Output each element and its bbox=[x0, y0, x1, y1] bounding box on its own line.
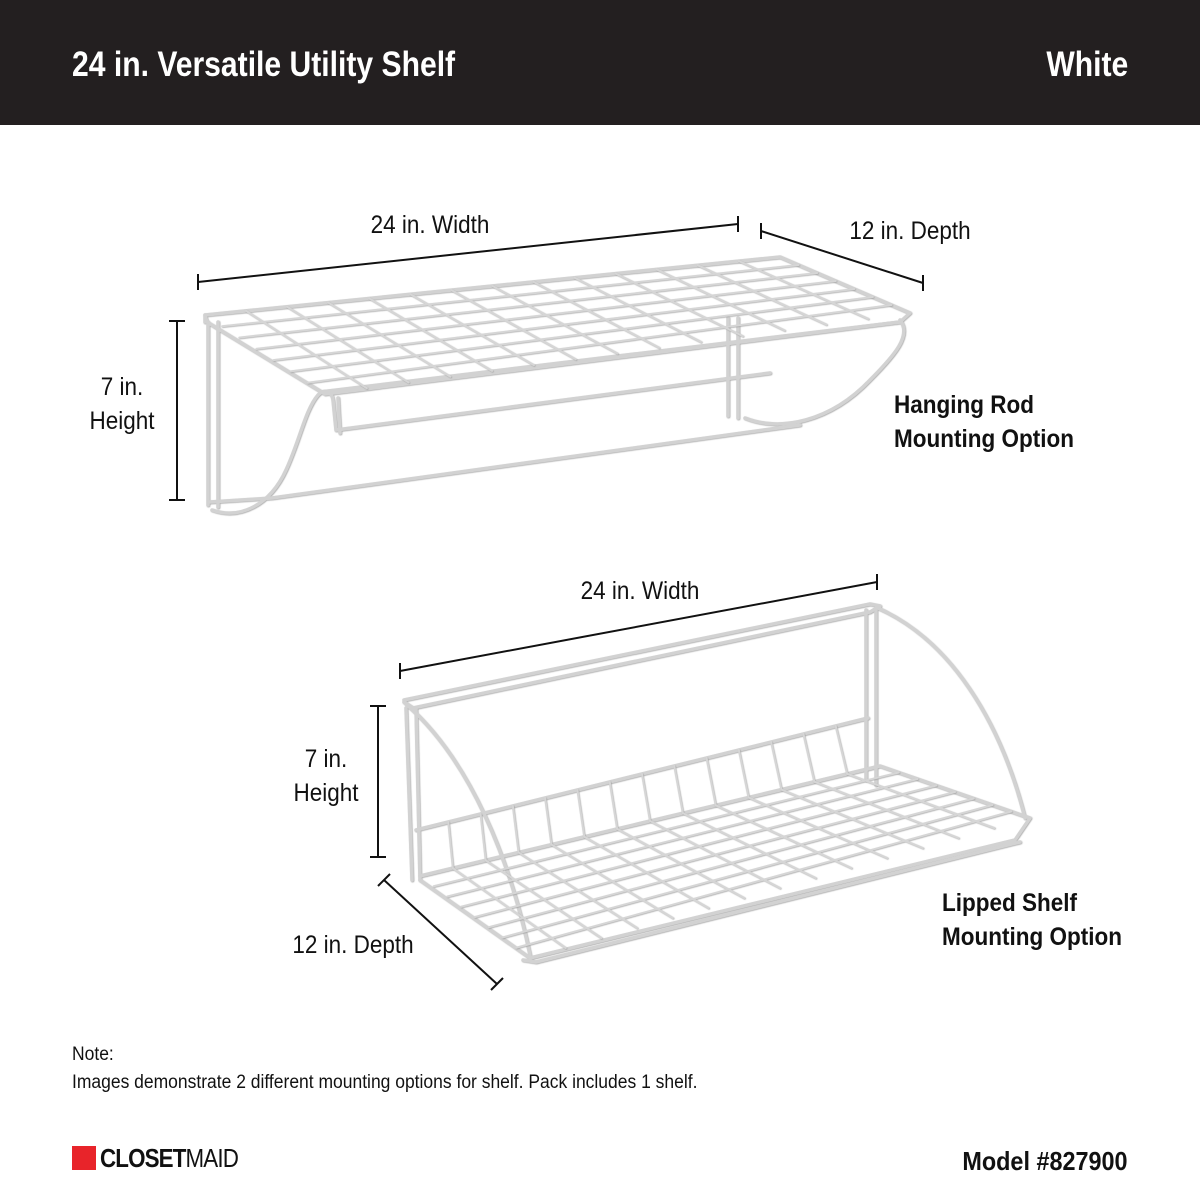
note-text: Images demonstrate 2 different mounting options for shelf. Pack includes 1 shelf. bbox=[72, 1072, 698, 1093]
product-title: 24 in. Versatile Utility Shelf bbox=[72, 45, 456, 84]
logo-wordmark bbox=[100, 1142, 238, 1174]
bottom-height-dimension-line bbox=[370, 706, 386, 857]
bottom-width-label: 24 in. Width bbox=[580, 577, 700, 605]
lipped-shelf-option-line2: Mounting Option bbox=[942, 923, 1122, 951]
logo-red-square bbox=[72, 1146, 96, 1170]
hanging-rod-option-line1: Hanging Rod bbox=[894, 391, 1034, 419]
note-heading: Note: bbox=[72, 1044, 114, 1065]
top-height-dimension-line bbox=[169, 321, 185, 500]
closetmaid-logo bbox=[72, 1142, 260, 1174]
model-number: Model #827900 bbox=[962, 1146, 1128, 1176]
logo-wordmark-bold: CLOSET bbox=[100, 1143, 186, 1173]
top-height-label-line1: 7 in. bbox=[100, 373, 144, 401]
bottom-height-label-line2: Height bbox=[293, 779, 359, 807]
bottom-depth-label: 12 in. Depth bbox=[292, 931, 414, 959]
bottom-height-label-line1: 7 in. bbox=[304, 745, 348, 773]
top-width-label: 24 in. Width bbox=[370, 211, 490, 239]
top-depth-label: 12 in. Depth bbox=[849, 217, 971, 245]
product-color: White bbox=[1046, 45, 1128, 84]
hanging-rod-shelf-image bbox=[205, 257, 910, 513]
hanging-rod-option-line2: Mounting Option bbox=[894, 425, 1074, 453]
lipped-shelf-option-line1: Lipped Shelf bbox=[942, 889, 1077, 917]
top-height-label-line2: Height bbox=[89, 407, 155, 435]
lipped-shelf-image bbox=[404, 604, 1030, 962]
logo-wordmark-regular: MAID bbox=[185, 1143, 238, 1173]
